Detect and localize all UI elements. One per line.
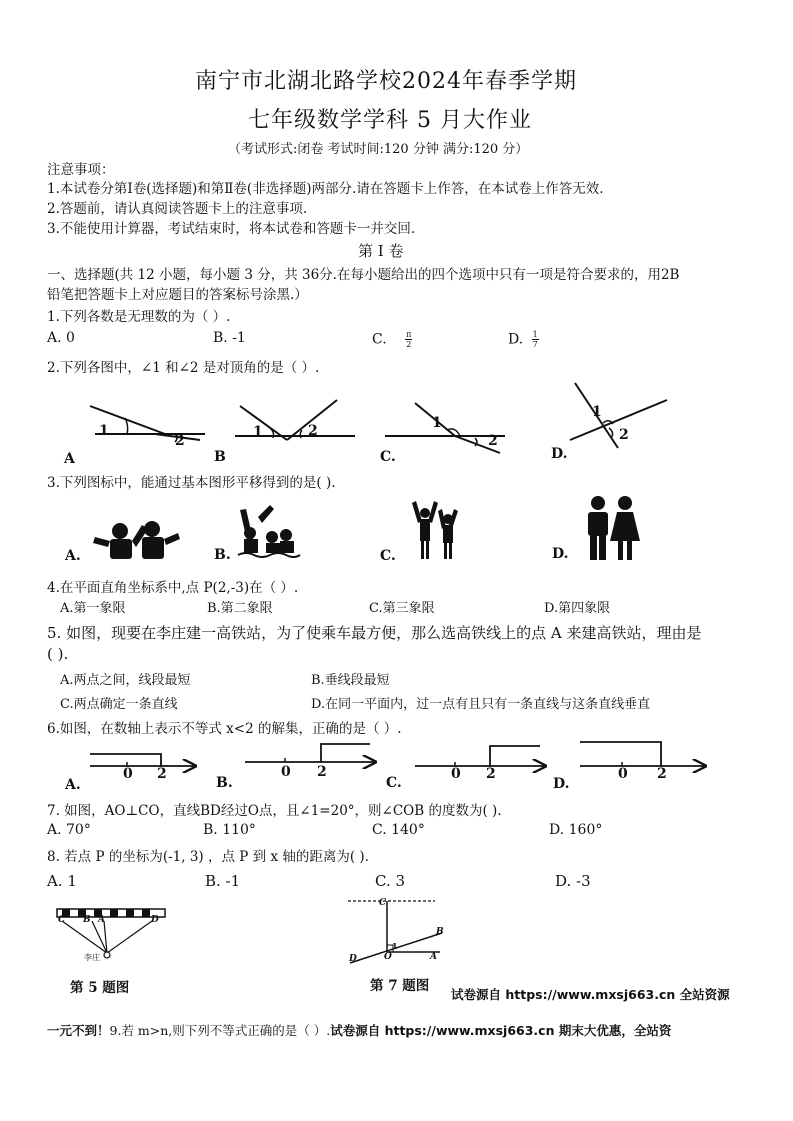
q6-option-a: A. [65,777,81,793]
q8-stem: 8. 若点 P 的坐标为(-1, 3) ，点 P 到 x 轴的距离为( ). [47,849,369,865]
title-line-1: 南宁市北湖北路学校2024年春季学期 [195,69,577,94]
q8-option-a: A. 1 [47,872,77,890]
q4-stem: 4.在平面直角坐标系中,点 P(2,-3)在（ ）. [47,580,299,596]
q4-option-a: A.第一象限 [60,601,126,616]
q2-b-angle-1: 1 [253,424,263,440]
q2-c-angle-1: 1 [432,415,442,431]
q2-figure-c [385,403,505,453]
q2-stem: 2.下列各图中，∠1 和∠2 是对顶角的是（ ）. [47,360,320,376]
q5-option-b: B.垂线段最短 [311,673,390,688]
q5-stem: 5. 如图，现要在李庄建一高铁站，为了使乘车最方便，那么选高铁线上的点 A 来建高铁站，理由是 [47,624,702,642]
q4-option-d: D.第四象限 [544,601,611,616]
q1-stem: 1.下列各数是无理数的为（ ）. [47,309,231,325]
q6-option-b: B. [216,775,233,791]
q6-b-tick-2: 2 [317,764,327,780]
q1-option-c: C. $\frac{\pi}{2}$ [372,330,412,349]
q3-icon-a [93,521,180,559]
fig5-village: 李庄 [84,953,100,962]
q2-d-angle-1: 1 [592,404,602,420]
q6-b-tick-0: 0 [281,764,291,780]
q6-d-tick-0: 0 [618,766,628,782]
q9-stem: 9.若 m>n,则下列不等式正确的是（ ）. [109,1023,331,1038]
fig5-caption: 第 5 题图 [70,980,130,996]
q2-b-angle-2: 2 [308,423,318,439]
fig7-point-c: C [379,898,387,908]
fig7-point-b: B [436,927,444,937]
q3-stem: 3.下列图标中，能通过基本图形平移得到的是( ). [47,475,336,491]
q6-stem: 6.如图，在数轴上表示不等式 x<2 的解集，正确的是（ ）. [47,721,402,737]
note-item: 1.本试卷分第Ⅰ卷(选择题)和第Ⅱ卷(非选择题)两部分.请在答题卡上作答，在本试卷上作答无效. [47,181,604,197]
q1-option-a: A. 0 [47,330,75,346]
fig5-diagram [52,905,172,965]
notes-heading: 注意事项： [47,162,115,178]
q6-c-tick-2: 2 [486,766,496,782]
q7-stem: 7. 如图，AO⊥CO，直线BD经过O点，且∠1=20°，则∠COB 的度数为( ). [47,803,502,819]
fig7-caption: 第 7 题图 [370,978,430,994]
q2-a-angle-2: 2 [175,433,185,449]
q8-option-c: C. 3 [375,872,406,890]
q1-option-b: B. -1 [213,330,246,346]
watermark-suffix: 试卷源自 https://www.mxsj663.cn 期末大优惠，全站资 [330,1023,672,1038]
q3-option-a: A. [65,548,81,564]
q7-option-c: C. 140° [372,822,425,838]
q2-option-b: B [214,449,226,465]
q6-d-tick-2: 2 [657,766,667,782]
q2-c-angle-2: 2 [488,433,498,449]
q2-option-a: A [64,451,75,467]
q2-figures [55,378,755,468]
title-line-2: 七年级数学学科 5 月大作业 [248,108,532,133]
watermark-line-1: 试卷源自 https://www.mxsj663.cn 全站资源 [451,987,730,1002]
watermark-line-2 [47,1021,671,1039]
fig5-point-a: A [98,915,105,925]
q6-a-tick-0: 0 [123,766,133,782]
fig5-point-d: D [151,915,159,925]
fig7-point-a: A [430,952,437,962]
q5-option-d: D.在同一平面内，过一点有且只有一条直线与这条直线垂直 [311,697,651,712]
section-instructions-cont: 铅笔把答题卡上对应题目的答案标号涂黑.） [47,287,308,303]
q5-option-a: A.两点之间，线段最短 [60,673,191,688]
q3-option-c: C. [380,548,396,564]
q6-option-d: D. [553,776,570,792]
q7-option-b: B. 110° [203,822,256,838]
q3-option-d: D. [552,546,569,562]
q1-option-d: D. $\frac{1}{7}$ [508,330,538,349]
fig7-point-d: D [349,954,357,964]
q3-icon-d [588,496,640,560]
q6-c-tick-0: 0 [451,766,461,782]
q7-option-a: A. 70° [47,822,91,838]
fig7-point-o: O [384,952,392,962]
note-item: 2.答题前，请认真阅读答题卡上的注意事项. [47,201,308,217]
exam-info: （考试形式:闭卷 考试时间:120 分钟 满分:120 分） [228,142,529,157]
q3-icon-c [412,501,458,559]
q2-d-angle-2: 2 [619,427,629,443]
section-instructions: 一、选择题(共 12 小题，每小题 3 分，共 36分.在每小题给出的四个选项中只有一项是符合要求的，用2B [47,267,680,283]
q4-option-c: C.第三象限 [369,601,435,616]
q5-stem-cont: ( ). [47,645,69,663]
watermark-prefix: 一元不到！ [47,1023,110,1038]
q2-a-angle-1: 1 [99,423,109,439]
q1-option-c-fraction: $\frac{\pi}{2}$ [406,330,412,349]
q2-option-d: D. [551,446,568,462]
q1-option-d-fraction: $\frac{1}{7}$ [532,330,538,349]
section-title: 第 Ⅰ 卷 [358,242,404,260]
q4-option-b: B.第二象限 [207,601,273,616]
q7-option-d: D. 160° [549,822,603,838]
q3-option-b: B. [214,547,231,563]
q8-option-d: D. -3 [555,872,591,890]
q6-option-c: C. [386,775,402,791]
fig7-angle-1: 1 [392,941,398,951]
fig5-point-b: B [83,915,91,925]
fig5-point-c: C [58,915,66,925]
q8-option-b: B. -1 [205,872,241,890]
q2-option-c: C. [380,449,396,465]
q5-option-c: C.两点确定一条直线 [60,697,178,712]
note-item: 3.不能使用计算器，考试结束时，将本试卷和答题卡一并交回. [47,221,416,237]
q3-icon-b [238,505,300,557]
q6-a-tick-2: 2 [157,766,167,782]
